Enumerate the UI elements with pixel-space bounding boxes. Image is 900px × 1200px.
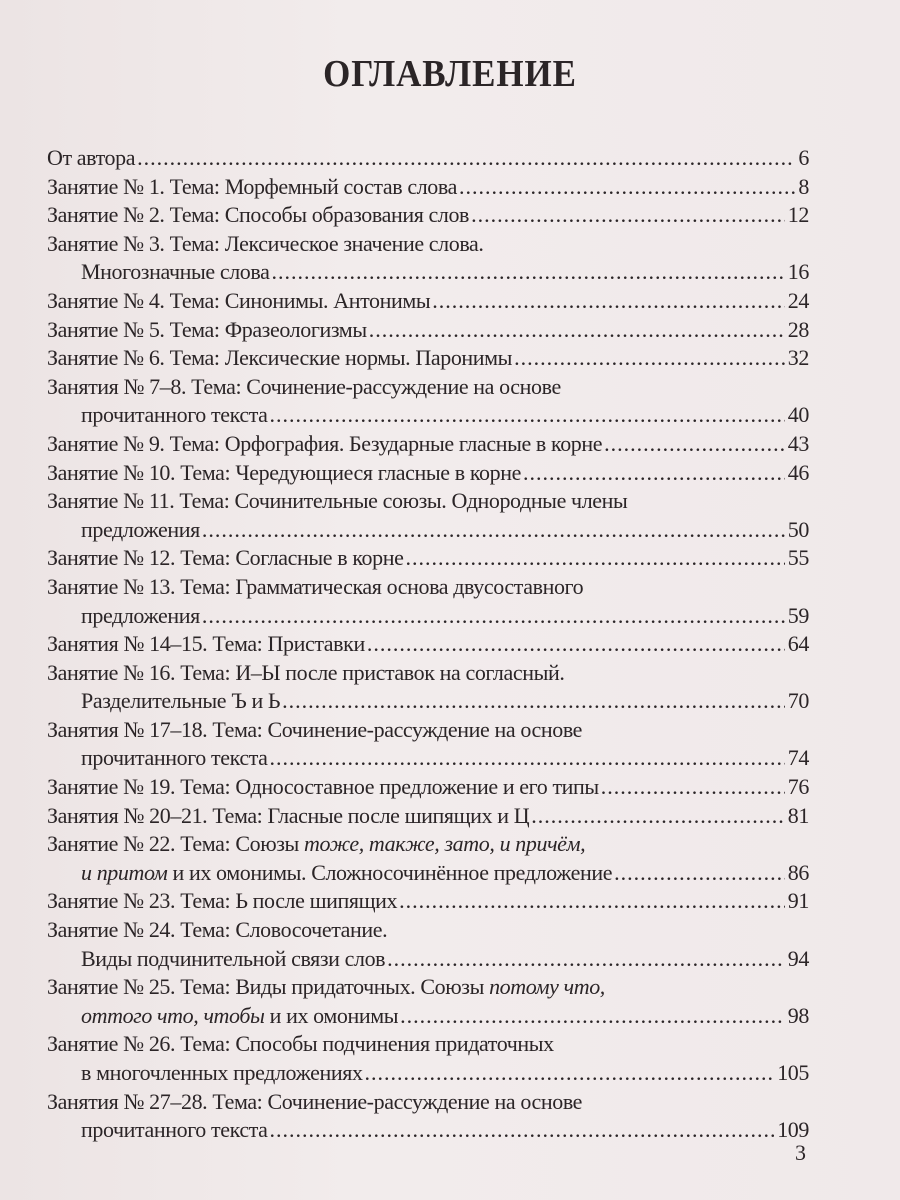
toc-entry	[47, 660, 809, 689]
toc-page-number: 12	[787, 202, 809, 228]
toc-entry-text: Занятие № 6. Тема: Лексические нормы. Паронимы	[47, 345, 513, 371]
toc-entry	[47, 402, 809, 431]
toc-entry-text: Разделительные Ъ и Ь	[81, 688, 281, 714]
toc-entry	[47, 717, 809, 746]
toc-entry-text: Занятие № 23. Тема: Ь после шипящих	[47, 888, 398, 914]
dot-leader	[365, 1060, 775, 1086]
toc-entry	[47, 202, 809, 231]
dot-leader	[367, 631, 785, 657]
toc-entry-text: Занятие № 12. Тема: Согласные в корне	[47, 545, 404, 571]
toc-page-number: 43	[787, 430, 809, 456]
toc-entry-text-cont: и их омонимы	[264, 1002, 399, 1028]
toc-entry-italic-text: и притом	[81, 859, 168, 885]
toc-entry-title	[47, 717, 582, 743]
dot-leader	[531, 803, 785, 829]
dot-leader	[271, 259, 784, 285]
toc-entry	[47, 603, 809, 632]
toc-entry	[47, 1117, 809, 1146]
toc-entry-text: предложения	[81, 602, 200, 628]
toc-entry-text: прочитанного текста	[81, 745, 268, 771]
toc-entry	[47, 517, 809, 546]
toc-page-number: 6	[798, 145, 809, 170]
toc-entry-title	[47, 488, 627, 514]
dot-leader	[514, 345, 785, 371]
toc-entry	[47, 917, 809, 946]
dot-leader	[471, 202, 785, 228]
toc-page-number: 94	[787, 945, 809, 971]
toc-page-number: 105	[777, 1060, 809, 1085]
toc-entry-text: Занятие № 9. Тема: Орфография. Безударные гласные в корне	[47, 430, 603, 456]
dot-leader	[202, 517, 785, 543]
page-title: ОГЛАВЛЕНИЕ	[323, 53, 577, 95]
toc-entry-title	[47, 517, 200, 543]
toc-entry-text: предложения	[81, 516, 200, 542]
toc-entry	[47, 488, 809, 517]
toc-page-number: 98	[787, 1002, 809, 1028]
toc-entry-title	[47, 917, 387, 943]
toc-entry	[47, 1060, 809, 1089]
toc-entry-text: Занятие № 1. Тема: Морфемный состав слова	[47, 173, 457, 199]
toc-entry-title	[47, 288, 430, 314]
toc-entry-text: Занятие № 5. Тема: Фразеологизмы	[47, 316, 367, 342]
toc-entry-title	[47, 231, 484, 257]
toc-page-number: 16	[787, 259, 809, 285]
dot-leader	[614, 860, 785, 886]
toc-entry	[47, 288, 809, 317]
toc-entry-title	[47, 1060, 363, 1086]
toc-page-number: 64	[787, 631, 809, 657]
toc-entry	[47, 345, 809, 374]
toc-page-number: 32	[787, 345, 809, 371]
toc-entry	[47, 174, 809, 203]
toc-page-number: 91	[787, 888, 809, 914]
toc-entry-title	[47, 974, 605, 1000]
toc-entry-text: Занятие № 3. Тема: Лексическое значение слова.	[47, 230, 484, 256]
toc-entry-text: Занятия № 20–21. Тема: Гласные после шипящих и Ц	[47, 802, 530, 828]
toc-entry-title	[47, 545, 403, 571]
toc-entry-text: Занятие № 10. Тема: Чередующиеся гласные в корне	[47, 459, 521, 485]
toc-entry-title	[47, 803, 529, 829]
dot-leader	[399, 888, 785, 914]
toc-entry-text: Занятия № 17–18. Тема: Сочинение-рассуждение на основе	[47, 716, 583, 742]
toc-entry	[47, 745, 809, 774]
toc-entry-text: Занятие № 11. Тема: Сочинительные союзы. Однородные члены	[47, 488, 628, 514]
toc-entry	[47, 545, 809, 574]
table-of-contents	[47, 145, 809, 1146]
toc-entry	[47, 460, 809, 489]
dot-leader	[405, 545, 784, 571]
toc-page-number: 40	[787, 402, 809, 428]
toc-entry	[47, 317, 809, 346]
toc-entry-title	[47, 1003, 398, 1029]
toc-entry	[47, 145, 809, 174]
toc-entry-text: Занятие № 19. Тема: Односоставное предложение и его типы	[47, 774, 599, 800]
toc-page-number: 46	[787, 459, 809, 485]
toc-entry-text: Занятия № 27–28. Тема: Сочинение-рассуждение на основе	[47, 1088, 583, 1114]
dot-leader	[369, 317, 785, 343]
toc-entry	[47, 374, 809, 403]
toc-page-number: 109	[777, 1117, 809, 1143]
toc-page-number: 70	[787, 688, 809, 714]
toc-entry-title	[47, 831, 585, 857]
toc-entry	[47, 946, 809, 975]
toc-entry	[47, 803, 809, 832]
toc-entry	[47, 974, 809, 1003]
dot-leader	[137, 145, 795, 171]
toc-entry-title	[47, 374, 561, 400]
toc-page-number: 55	[787, 545, 809, 571]
toc-entry	[47, 860, 809, 889]
dot-leader	[459, 174, 795, 200]
dot-leader	[400, 1003, 785, 1029]
dot-leader	[270, 402, 785, 428]
dot-leader	[270, 745, 785, 771]
toc-entry	[47, 1031, 809, 1060]
toc-entry-title	[47, 431, 602, 457]
toc-entry-title	[47, 174, 457, 200]
dot-leader	[270, 1117, 775, 1143]
toc-entry-title	[47, 774, 599, 800]
dot-leader	[282, 688, 785, 714]
toc-entry-text: Занятие № 16. Тема: И–Ы после приставок на согласный.	[47, 659, 565, 685]
toc-entry-text: Занятие № 2. Тема: Способы образования слов	[47, 202, 470, 228]
toc-entry-title	[47, 145, 135, 171]
toc-entry-title	[47, 202, 469, 228]
dot-leader	[202, 603, 785, 629]
toc-entry-text: Занятия № 14–15. Тема: Приставки	[47, 631, 365, 657]
toc-entry-text: Занятие № 13. Тема: Грамматическая основа двусоставного	[47, 573, 584, 599]
toc-entry-title	[47, 345, 512, 371]
toc-entry-text: прочитанного текста	[81, 402, 268, 428]
toc-entry-title	[47, 1089, 582, 1115]
toc-entry-title	[47, 745, 268, 771]
toc-entry-title	[47, 860, 612, 886]
toc-entry-title	[47, 1117, 268, 1143]
toc-page-number: 28	[787, 316, 809, 342]
toc-entry-title	[47, 946, 385, 972]
toc-entry-italic-text: оттого что, чтобы	[81, 1002, 265, 1028]
toc-entry-title	[47, 460, 521, 486]
dot-leader	[604, 431, 785, 457]
toc-entry-text: Многозначные слова	[81, 259, 270, 285]
toc-entry-title	[47, 688, 280, 714]
toc-entry	[47, 1003, 809, 1032]
toc-page-number: 74	[787, 745, 809, 771]
toc-entry-title	[47, 631, 365, 657]
toc-entry	[47, 259, 809, 288]
toc-entry-italic-text: тоже, также, зато, и причём,	[304, 831, 586, 857]
toc-entry	[47, 631, 809, 660]
toc-entry	[47, 574, 809, 603]
toc-entry-text: Виды подчинительной связи слов	[81, 945, 386, 971]
toc-entry-text: в многочленных предложениях	[81, 1060, 363, 1085]
dot-leader	[387, 946, 785, 972]
toc-entry-title	[47, 259, 269, 285]
toc-entry	[47, 688, 809, 717]
toc-page-number: 81	[787, 802, 809, 828]
toc-entry	[47, 774, 809, 803]
toc-entry-title	[47, 660, 564, 686]
toc-entry-title	[47, 888, 397, 914]
toc-entry-title	[47, 603, 200, 629]
toc-entry-text: От автора	[47, 145, 136, 170]
toc-page-number: 86	[787, 859, 809, 885]
toc-entry	[47, 888, 809, 917]
toc-entry-text: Занятие № 26. Тема: Способы подчинения придаточных	[47, 1031, 554, 1057]
toc-entry	[47, 831, 809, 860]
toc-entry-title	[47, 317, 367, 343]
dot-leader	[432, 288, 785, 314]
toc-entry	[47, 431, 809, 460]
toc-page-number: 76	[787, 774, 809, 800]
toc-entry-text: Занятия № 7–8. Тема: Сочинение-рассуждение на основе	[47, 373, 561, 399]
toc-page-number: 59	[787, 602, 809, 628]
toc-page-number: 50	[787, 516, 809, 542]
dot-leader	[523, 460, 785, 486]
toc-entry-title	[47, 1031, 554, 1057]
toc-entry-text: Занятие № 22. Тема: Союзы	[47, 831, 305, 857]
toc-entry-text: Занятие № 4. Тема: Синонимы. Антонимы	[47, 287, 431, 313]
page-number: 3	[795, 1140, 806, 1165]
toc-entry-italic-text: потому что,	[489, 974, 605, 1000]
toc-page-number: 8	[798, 173, 809, 199]
dot-leader	[601, 774, 785, 800]
toc-entry-text: прочитанного текста	[81, 1117, 268, 1143]
toc-page-number: 24	[787, 287, 809, 313]
toc-entry-text: Занятие № 24. Тема: Словосочетание.	[47, 917, 388, 943]
toc-entry-text-cont: и их омонимы. Сложносочинённое предложение	[167, 859, 613, 885]
toc-entry	[47, 1089, 809, 1118]
toc-entry-text: Занятие № 25. Тема: Виды придаточных. Союзы	[47, 974, 490, 1000]
toc-entry	[47, 231, 809, 260]
toc-entry-title	[47, 574, 583, 600]
toc-entry-title	[47, 402, 268, 428]
